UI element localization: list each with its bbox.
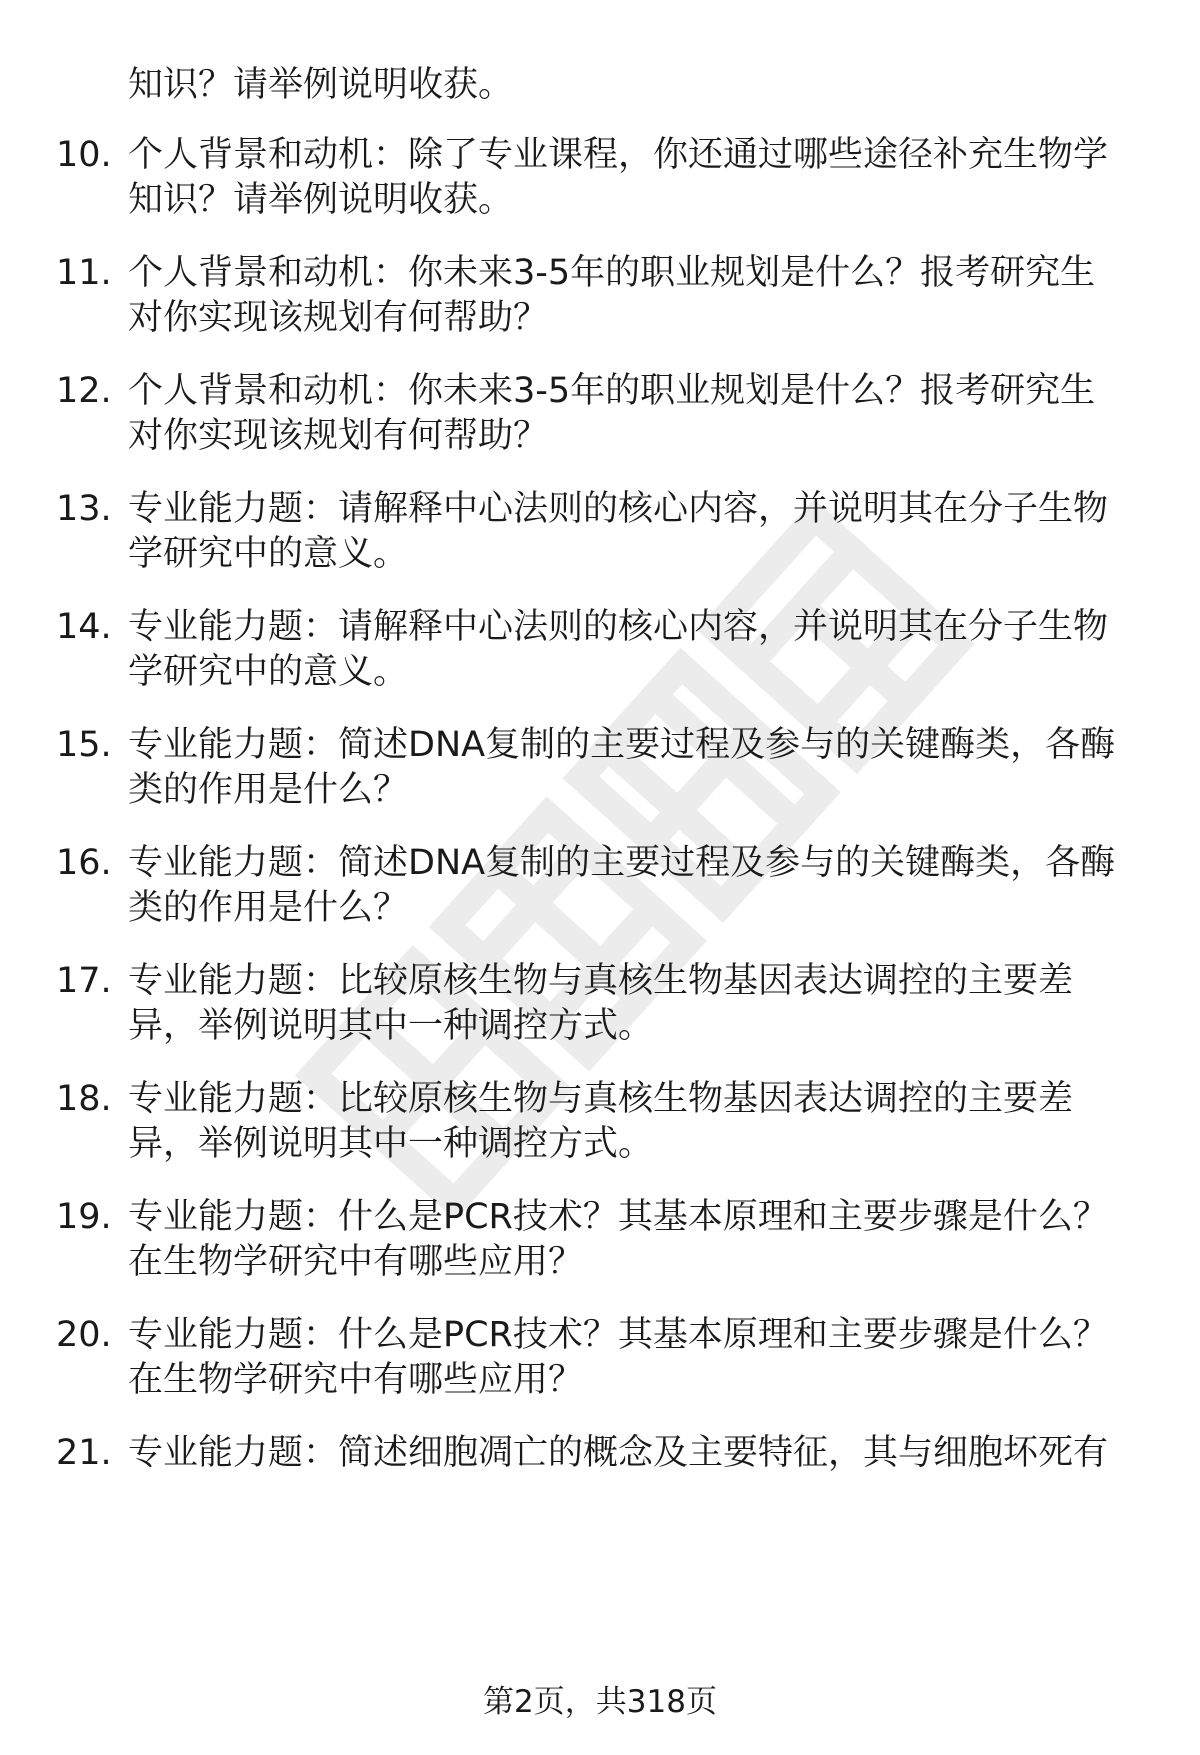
question-number: 11.: [56, 253, 112, 293]
question-number: 12.: [56, 371, 112, 411]
question-continuation-line: 知识？请举例说明收获。: [128, 65, 514, 105]
question-number: 21.: [56, 1433, 112, 1473]
question-text-line: 对你实现该规划有何帮助？: [128, 416, 549, 456]
question-text-line: 专业能力题：比较原核生物与真核生物基因表达调控的主要差: [128, 961, 1074, 1001]
question-number: 20.: [56, 1315, 112, 1355]
question-number: 13.: [56, 489, 112, 529]
question-text-line: 个人背景和动机：你未来3-5年的职业规划是什么？报考研究生: [128, 253, 1096, 293]
question-text-line: 学研究中的意义。: [128, 534, 409, 574]
question-text-line: 专业能力题：简述DNA复制的主要过程及参与的关键酶类，各酶: [128, 725, 1116, 765]
question-text-line: 学研究中的意义。: [128, 652, 409, 692]
question-text-line: 专业能力题：请解释中心法则的核心内容，并说明其在分子生物: [128, 489, 1109, 529]
question-text-line: 专业能力题：什么是PCR技术？其基本原理和主要步骤是什么？: [128, 1197, 1108, 1237]
question-number: 19.: [56, 1197, 112, 1237]
question-text-line: 异，举例说明其中一种调控方式。: [128, 1124, 654, 1164]
question-text-line: 对你实现该规划有何帮助？: [128, 298, 549, 338]
question-number: 17.: [56, 961, 112, 1001]
question-text-line: 个人背景和动机：除了专业课程，你还通过哪些途径补充生物学: [128, 135, 1109, 175]
question-text-line: 个人背景和动机：你未来3-5年的职业规划是什么？报考研究生: [128, 371, 1096, 411]
question-text-line: 专业能力题：请解释中心法则的核心内容，并说明其在分子生物: [128, 607, 1109, 647]
question-text-line: 异，举例说明其中一种调控方式。: [128, 1006, 654, 1046]
page-footer: 第2页，共318页: [483, 1684, 717, 1720]
question-text-line: 知识？请举例说明收获。: [128, 180, 514, 220]
question-number: 18.: [56, 1079, 112, 1119]
question-number: 14.: [56, 607, 112, 647]
question-text-line: 专业能力题：什么是PCR技术？其基本原理和主要步骤是什么？: [128, 1315, 1108, 1355]
question-text-line: 类的作用是什么？: [128, 888, 409, 928]
question-text-line: 在生物学研究中有哪些应用？: [128, 1242, 584, 1282]
question-number: 15.: [56, 725, 112, 765]
question-number: 10.: [56, 135, 112, 175]
question-text-line: 在生物学研究中有哪些应用？: [128, 1360, 584, 1400]
question-text-line: 专业能力题：简述DNA复制的主要过程及参与的关键酶类，各酶: [128, 843, 1116, 883]
question-text-line: 专业能力题：比较原核生物与真核生物基因表达调控的主要差: [128, 1079, 1074, 1119]
question-number: 16.: [56, 843, 112, 883]
question-text-line: 类的作用是什么？: [128, 770, 409, 810]
question-text-line: 专业能力题：简述细胞凋亡的概念及主要特征，其与细胞坏死有: [128, 1433, 1109, 1473]
